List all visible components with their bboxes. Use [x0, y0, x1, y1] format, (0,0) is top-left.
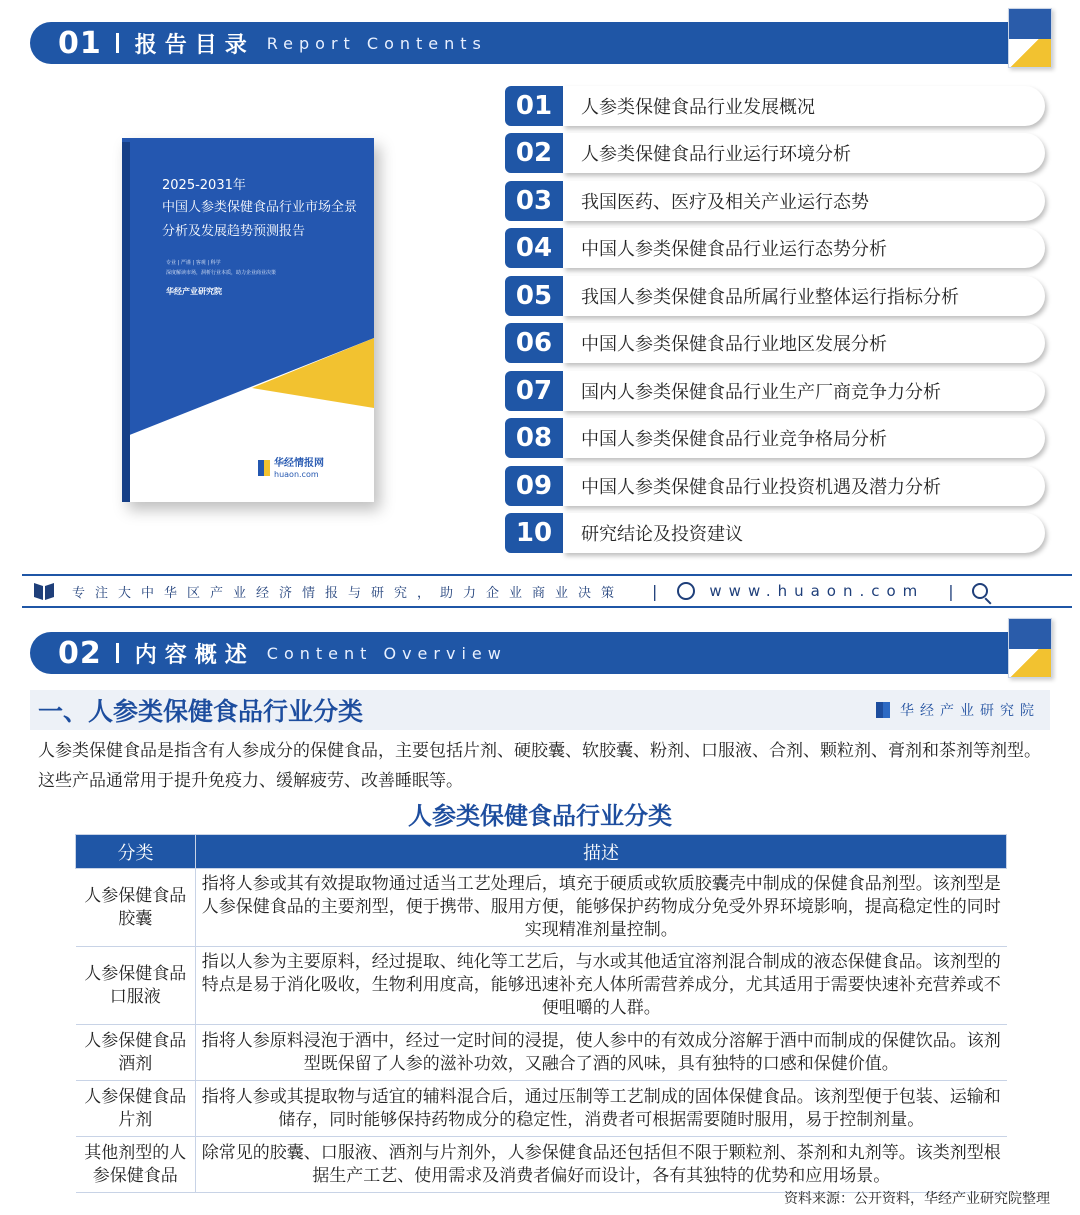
intro-paragraph: 人参类保健食品是指含有人参成分的保健食品，主要包括片剂、硬胶囊、软胶囊、粉剂、口服液、合剂、颗粒剂、膏剂和茶剂等剂型。这些产品通常用于提升免疫力、缓解疲劳、改善睡眠等。 [38, 741, 1041, 791]
toc-text: 人参类保健食品行业运行环境分析 [563, 133, 1045, 173]
table-row [76, 869, 1007, 947]
cover-graphic [122, 138, 374, 502]
toc-text: 我国医药、医疗及相关产业运行态势 [563, 181, 1045, 221]
column-header: 描述 [196, 835, 1007, 869]
section2-number: 02 [58, 635, 102, 671]
toc-number: 07 [505, 371, 563, 411]
section1-number: 01 [58, 25, 102, 61]
section2-header [30, 632, 1050, 674]
book-year: 2025-2031年 [162, 178, 246, 193]
category-desc: 指将人参或其提取物与适宜的辅料混合后，通过压制等工艺制成的固体保健食品。该剂型便于包装、运输和储存，同时能够保持药物成分的稳定性，消费者可根据需要随时服用，易于控制剂量。 [196, 1081, 1007, 1137]
book-logo-url: huaon.com [274, 470, 319, 479]
toc-item[interactable] [505, 86, 1045, 126]
divider [116, 33, 119, 53]
divider: | [652, 581, 658, 601]
category-name: 人参保健食品片剂 [76, 1081, 196, 1137]
toc-text: 国内人参类保健食品行业生产厂商竞争力分析 [563, 371, 1045, 411]
slogan: 专注大中华区产业经济情报与研究，助力企业商业决策 [72, 585, 625, 601]
category-desc: 除常见的胶囊、口服液、酒剂与片剂外，人参保健食品还包括但不限于颗粒剂、茶剂和丸剂等。该类剂型根据生产工艺、使用需求及消费者偏好而设计，各有其独特的优势和应用场景。 [196, 1137, 1007, 1193]
website-link[interactable]: www.huaon.com [709, 582, 925, 600]
book-tags-line: 专业 | 严谨 | 客观 | 科学 [166, 260, 221, 266]
category-desc: 指将人参或其有效提取物通过适当工艺处理后，填充于硬质或软质胶囊壳中制成的保健食品剂型。该剂型是人参保健食品的主要剂型，便于携带、服用方便，能够保护药物成分免受外界环境影响，提高稳定性的同时实现精准剂量控制。 [196, 869, 1007, 947]
toc-number: 06 [505, 323, 563, 363]
source-note: 资料来源：公开资料，华经产业研究院整理 [784, 1191, 1050, 1207]
toc-item[interactable] [505, 466, 1045, 506]
toc-item[interactable] [505, 228, 1045, 268]
divider: | [948, 581, 954, 601]
book-org: 华经产业研究院 [166, 287, 222, 296]
table-header-row [76, 835, 1007, 869]
toc-number: 05 [505, 276, 563, 316]
toc-item[interactable] [505, 513, 1045, 553]
toc-item[interactable] [505, 323, 1045, 363]
toc-text: 中国人参类保健食品行业运行态势分析 [563, 228, 1045, 268]
logo-icon [876, 702, 890, 718]
category-name: 人参保健食品胶囊 [76, 869, 196, 947]
report-thumbnail [1008, 8, 1052, 68]
book-logo-name: 华经情报网 [274, 458, 324, 469]
toc-number: 10 [505, 513, 563, 553]
category-org [876, 700, 1040, 720]
table-row [76, 1137, 1007, 1193]
book-spine [122, 142, 130, 502]
globe-icon [677, 582, 695, 600]
book-tags [166, 258, 276, 278]
toc-text: 研究结论及投资建议 [563, 513, 1045, 553]
toc-text: 我国人参类保健食品所属行业整体运行指标分析 [563, 276, 1045, 316]
toc-number: 02 [505, 133, 563, 173]
table-row [76, 1081, 1007, 1137]
toc-number: 04 [505, 228, 563, 268]
section2-title: 内容概述 [134, 642, 255, 668]
section1-title-en: Report Contents [266, 33, 487, 53]
footer-strip [22, 574, 1072, 608]
category-desc: 指以人参为主要原料，经过提取、纯化等工艺后，与水或其他适宜溶剂混合制成的液态保健食品。该剂型的特点是易于消化吸收，生物利用度高，能够迅速补充人体所需营养成分，尤其适用于需要快速补充营养或不便咀嚼的人群。 [196, 947, 1007, 1025]
category-heading: 一、人参类保健食品行业分类 [38, 697, 364, 726]
category-name: 其他剂型的人参保健食品 [76, 1137, 196, 1193]
toc-number: 09 [505, 466, 563, 506]
section2-title-en: Content Overview [266, 643, 507, 663]
toc-text: 中国人参类保健食品行业地区发展分析 [563, 323, 1045, 363]
category-org-name: 华经产业研究院 [900, 703, 1040, 719]
toc-number: 08 [505, 418, 563, 458]
toc-text: 人参类保健食品行业发展概况 [563, 86, 1045, 126]
search-icon[interactable] [972, 583, 988, 599]
category-desc: 指将人参原料浸泡于酒中，经过一定时间的浸提，使人参中的有效成分溶解于酒中而制成的保健饮品。该剂型既保留了人参的滋补功效，又融合了酒的风味，具有独特的口感和保健价值。 [196, 1025, 1007, 1081]
category-name: 人参保健食品口服液 [76, 947, 196, 1025]
table-row [76, 1025, 1007, 1081]
classification-table [75, 834, 1007, 1193]
table-title: 人参类保健食品行业分类 [408, 802, 672, 830]
toc-item[interactable] [505, 181, 1045, 221]
logo-icon [258, 460, 270, 476]
section1-title: 报告目录 [134, 32, 255, 58]
book-cover [122, 138, 374, 502]
toc-text: 中国人参类保健食品行业投资机遇及潜力分析 [563, 466, 1045, 506]
book-tagline: 深度解读市场，洞析行业本质，助力企业商业决策 [166, 270, 277, 276]
report-thumbnail [1008, 618, 1052, 678]
category-name: 人参保健食品酒剂 [76, 1025, 196, 1081]
column-header: 分类 [76, 835, 196, 869]
toc-item[interactable] [505, 133, 1045, 173]
book-icon [34, 581, 54, 601]
book-title: 中国人参类保健食品行业市场全景分析及发展趋势预测报告 [162, 200, 358, 239]
toc-number: 01 [505, 86, 563, 126]
toc-number: 03 [505, 181, 563, 221]
toc-item[interactable] [505, 371, 1045, 411]
divider [116, 643, 119, 663]
table-row [76, 947, 1007, 1025]
section1-header [30, 22, 1050, 64]
toc-text: 中国人参类保健食品行业竞争格局分析 [563, 418, 1045, 458]
category-bar [30, 690, 1050, 730]
toc-item[interactable] [505, 276, 1045, 316]
book-logo [274, 458, 324, 480]
toc-item[interactable] [505, 418, 1045, 458]
